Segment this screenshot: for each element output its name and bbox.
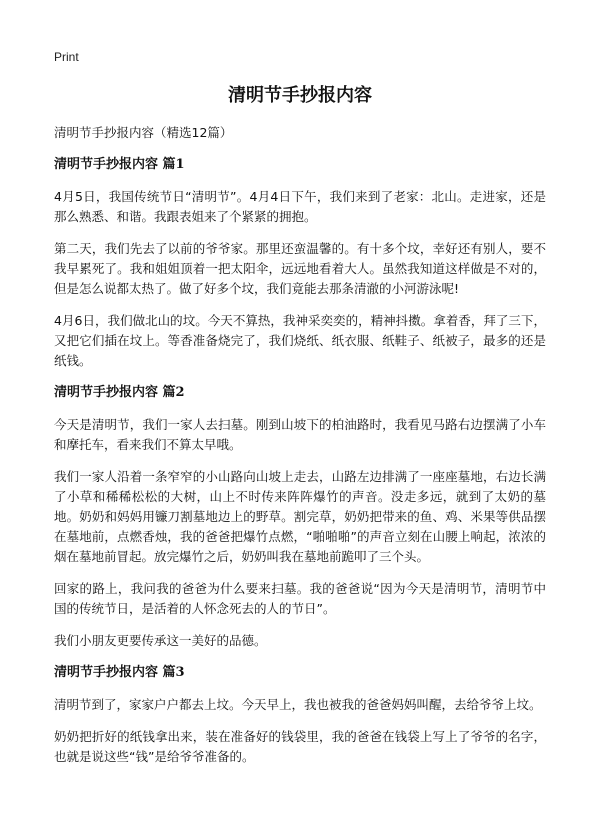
section-1 [54, 155, 546, 371]
paragraph: 我们一家人沿着一条窄窄的小山路向山坡上走去，山路左边排满了一座座墓地，右边长满了小草和稀稀松松的大树，山上不时传来阵阵爆竹的声音。没走多远，就到了太奶的墓地。奶奶和妈妈用镰刀割墓地边上的野草。割完草，奶奶把带来的鱼、鸡、米果等供品摆在墓地前，点燃香烛，我的爸爸把爆竹点燃，“啪啪啪”的声音立刻在山腰上响起，浓浓的烟在墓地前冒起。放完爆竹之后，奶奶叫我在墓地前跪叩了三个头。 [54, 469, 546, 564]
paragraph: 今天是清明节，我们一家人去扫墓。刚到山坡下的柏油路时，我看见马路右边摆满了小车和摩托车，看来我们不算太早哦。 [54, 417, 546, 452]
paragraph: 4月6日，我们做北山的坟。今天不算热，我神采奕奕的，精神抖擞。拿着香，拜了三下，又把它们插在坟上。等香准备烧完了，我们烧纸、纸衣服、纸鞋子、纸被子，最多的还是纸钱。 [54, 313, 546, 368]
paragraph: 奶奶把折好的纸钱拿出来，装在准备好的钱袋里，我的爸爸在钱袋上写上了爷爷的名字，也就是说这些“钱”是给爷爷准备的。 [54, 729, 546, 764]
document-subtitle: 清明节手抄报内容（精选12篇） [54, 125, 233, 140]
paragraph: 4月5日，我国传统节日“清明节”。4月4日下午，我们来到了老家：北山。走进家，还是那么熟悉、和谐。我跟表姐来了个紧紧的拥抱。 [54, 189, 546, 224]
section-2 [54, 383, 546, 651]
section-heading: 清明节手抄报内容 篇2 [54, 385, 185, 400]
paragraph: 清明节到了，家家户户都去上坟。今天早上，我也被我的爸爸妈妈叫醒，去给爷爷上坟。 [54, 697, 542, 712]
document-title: 清明节手抄报内容 [228, 85, 372, 106]
paragraph: 第二天，我们先去了以前的爷爷家。那里还蛮温馨的。有十多个坟，幸好还有别人，要不我早累死了。我和姐姐顶着一把太阳伞，远远地看着大人。虽然我知道这样做是不对的，但是怎么说都太热了。做了好多个坟，我们竟能去那条清澈的小河游泳呢! [54, 241, 546, 296]
section-heading: 清明节手抄报内容 篇1 [54, 157, 185, 172]
section-heading: 清明节手抄报内容 篇3 [54, 665, 185, 680]
section-3 [54, 663, 546, 767]
paragraph: 我们小朋友更要传承这一美好的品德。 [54, 633, 267, 648]
print-link[interactable]: Print [54, 50, 79, 64]
paragraph: 回家的路上，我问我的爸爸为什么要来扫墓。我的爸爸说“因为今天是清明节，清明节中国的传统节日，是活着的人怀念死去的人的节日”。 [54, 581, 546, 616]
